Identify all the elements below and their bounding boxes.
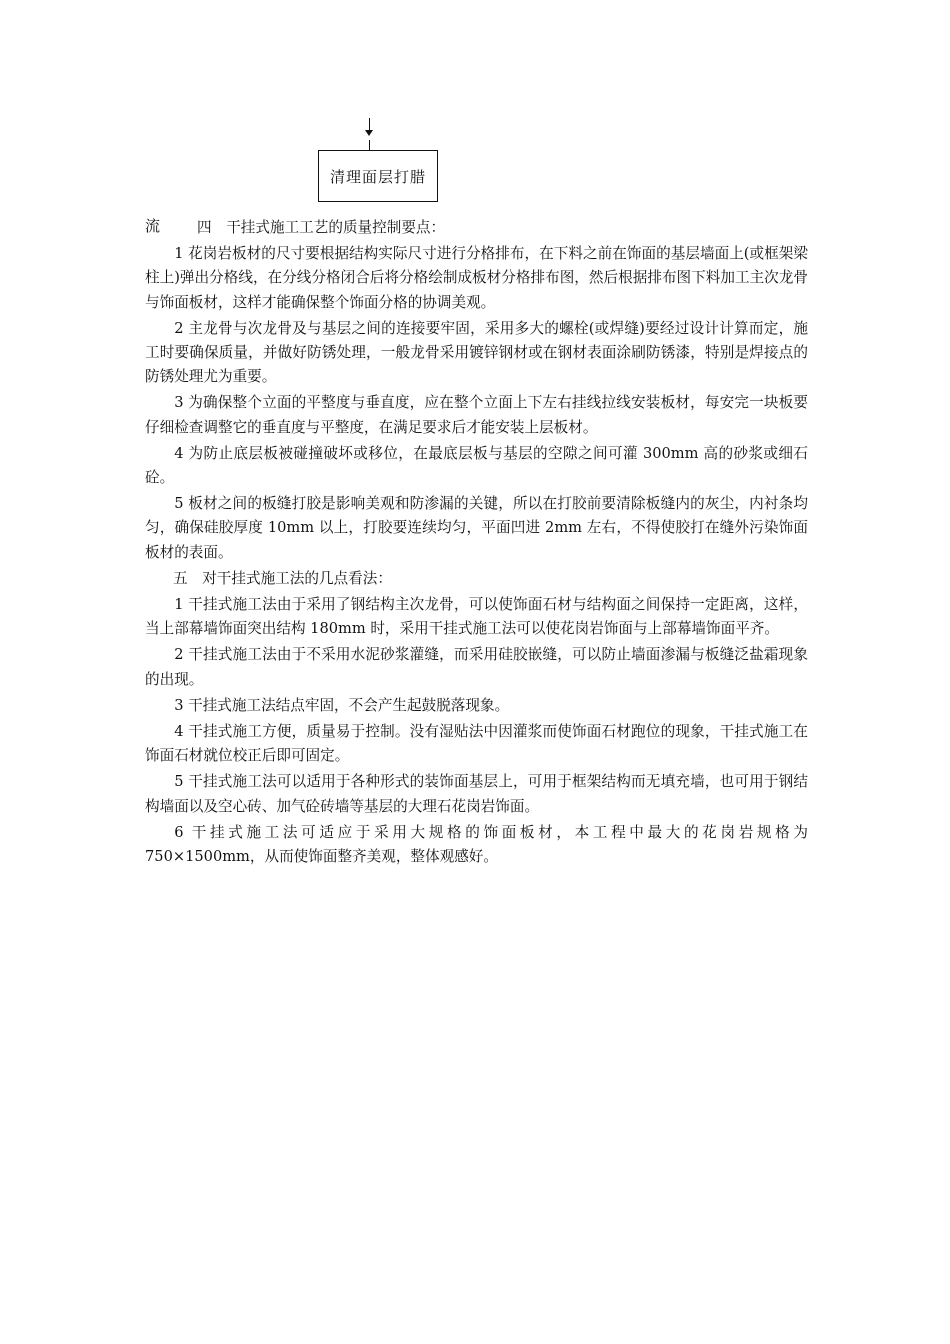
paragraph: 2 主龙骨与次龙骨及与基层之间的连接要牢固，采用多大的螺栓(或焊缝)要经过设计计算而定，施工时要确保质量，并做好防锈处理，一般龙骨采用镀锌钢材或在钢材表面涂刷防锈漆，特别是焊接点的防锈处理尤为重要。 [145, 319, 808, 386]
paragraph: 2 干挂式施工法由于不采用水泥砂浆灌缝，而采用硅胶嵌缝，可以防止墙面渗漏与板缝泛盐霜现象的出现。 [145, 646, 808, 688]
section-heading: 四 干挂式施工工艺的质量控制要点： [197, 219, 446, 236]
document-body [145, 216, 808, 871]
flowchart [318, 118, 440, 204]
paragraph: 5 板材之间的板缝打胶是影响美观和防渗漏的关键，所以在打胶前要清除板缝内的灰尘，内衬条均匀，确保硅胶厚度 10mm 以上，打胶要连续均匀，平面凹进 2mm 左右，不得使胶打在缝外污染饰面板材的表面。 [145, 495, 808, 561]
paragraph: 4 干挂式施工方便，质量易于控制。没有湿贴法中因灌浆而使饰面石材跑位的现象，干挂式施工在饰面石材就位校正后即可固定。 [145, 723, 808, 765]
paragraph: 3 为确保整个立面的平整度与垂直度，应在整个立面上下左右挂线拉线安装板材，每安完一块板要仔细检查调整它的垂直度与平整度，在满足要求后才能安装上层板材。 [145, 394, 808, 436]
section-heading: 五 对干挂式施工法的几点看法： [173, 569, 392, 587]
paragraph: 6 干挂式施工法可适应于采用大规格的饰面板材，本工程中最大的花岗岩规格为 750×1500mm，从而使饰面整齐美观，整体观感好。 [145, 823, 808, 866]
flow-side-label: 流 [145, 217, 161, 235]
paragraph: 5 干挂式施工法可以适用于各种形式的装饰面基层上，可用于框架结构而无填充墙，也可用于钢结构墙面以及空心砖、加气砼砖墙等基层的大理石花岗岩饰面。 [145, 773, 808, 815]
paragraph: 3 干挂式施工法结点牢固，不会产生起鼓脱落现象。 [174, 696, 510, 714]
paragraph: 1 花岗岩板材的尺寸要根据结构实际尺寸进行分格排布，在下料之前在饰面的基层墙面上(或框架梁柱上)弹出分格线，在分线分格闭合后将分格绘制成板材分格排布图，然后根据排布图下料加工主次龙骨与饰面板材，这样才能确保整个饰面分格的协调美观。 [145, 245, 808, 311]
paragraph: 4 为防止底层板被碰撞破坏或移位，在最底层板与基层的空隙之间可灌 300mm 高的砂浆或细石砼。 [145, 444, 808, 487]
paragraph: 1 干挂式施工法由于采用了钢结构主次龙骨，可以使饰面石材与结构面之间保持一定距离，这样，当上部幕墙饰面突出结构 180mm 时，采用干挂式施工法可以使花岗岩饰面与上部幕墙饰面平齐。 [145, 596, 808, 638]
arrow-down-icon [365, 130, 373, 136]
flow-box: 清理面层打腊 [318, 150, 438, 202]
connector-line [369, 140, 370, 150]
